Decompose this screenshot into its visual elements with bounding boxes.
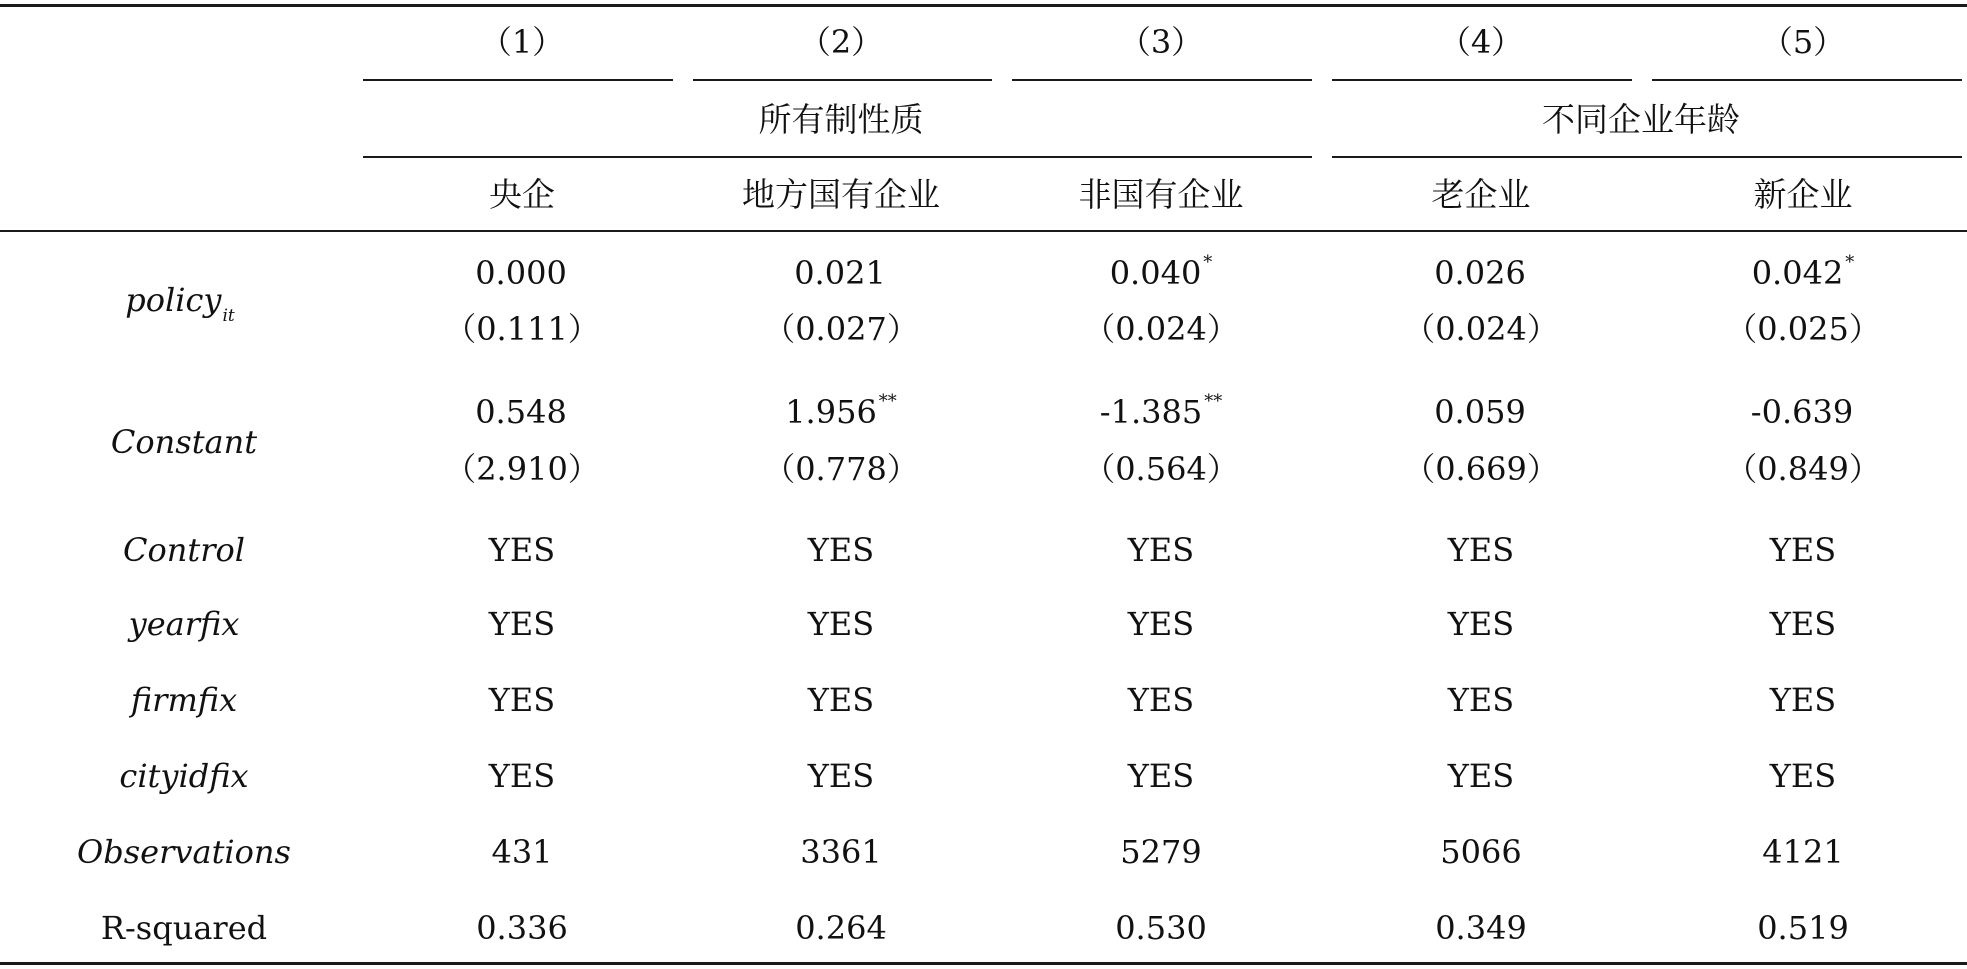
col-name-4: 老企业	[1431, 175, 1531, 214]
control-2: YES	[807, 531, 875, 569]
group2-rule	[1332, 156, 1962, 158]
group1-rule	[363, 156, 1312, 158]
col5-rule	[1652, 79, 1962, 81]
se-policy-2: （0.027）	[763, 310, 919, 348]
r-squared-2: 0.264	[795, 909, 887, 947]
col4-rule	[1332, 79, 1632, 81]
row-label-r-squared: R-squared	[100, 909, 268, 947]
firmfix-3: YES	[1127, 681, 1195, 719]
row-label-cityidfix: cityidfix	[119, 757, 249, 795]
group-ownership: 所有制性质	[758, 100, 924, 139]
row-label-observations: Observations	[77, 833, 291, 871]
group-firm-age: 不同企业年龄	[1542, 100, 1740, 139]
control-5: YES	[1769, 531, 1837, 569]
control-4: YES	[1447, 531, 1515, 569]
coef-constant-1: 0.548	[475, 393, 567, 431]
r-squared-5: 0.519	[1757, 909, 1849, 947]
cityidfix-1: YES	[488, 757, 556, 795]
coef-constant-5: -0.639	[1750, 393, 1854, 431]
yearfix-1: YES	[488, 605, 556, 643]
col-name-2: 地方国有企业	[742, 175, 940, 214]
observations-4: 5066	[1440, 833, 1522, 871]
col2-rule	[693, 79, 992, 81]
se-policy-4: （0.024）	[1403, 310, 1559, 348]
se-constant-5: （0.849）	[1725, 450, 1881, 488]
col1-rule	[363, 79, 673, 81]
observations-5: 4121	[1762, 833, 1844, 871]
col3-rule	[1012, 79, 1312, 81]
control-3: YES	[1127, 531, 1195, 569]
col-name-1: 央企	[489, 175, 555, 214]
col-name-3: 非国有企业	[1078, 175, 1244, 214]
observations-2: 3361	[800, 833, 882, 871]
coef-policy-1: 0.000	[475, 254, 567, 292]
r-squared-4: 0.349	[1435, 909, 1527, 947]
se-constant-1: （2.910）	[444, 450, 600, 488]
se-constant-3: （0.564）	[1083, 450, 1239, 488]
se-constant-2: （0.778）	[763, 450, 919, 488]
coef-constant-4: 0.059	[1434, 393, 1526, 431]
cityidfix-3: YES	[1127, 757, 1195, 795]
col-number-2: （2）	[798, 23, 884, 61]
se-constant-4: （0.669）	[1403, 450, 1559, 488]
se-policy-1: （0.111）	[444, 310, 600, 348]
observations-1: 431	[491, 833, 553, 871]
r-squared-1: 0.336	[476, 909, 568, 947]
row-label-yearfix: yearfix	[128, 605, 240, 643]
observations-3: 5279	[1120, 833, 1202, 871]
coef-policy-5: 0.042 *	[1751, 252, 1855, 292]
coef-constant-2: 1.956 **	[785, 391, 897, 431]
firmfix-1: YES	[488, 681, 556, 719]
control-1: YES	[488, 531, 556, 569]
coef-policy-2: 0.021	[794, 254, 886, 292]
header-rule	[0, 230, 1967, 232]
coef-constant-3: -1.385 **	[1099, 391, 1223, 431]
yearfix-4: YES	[1447, 605, 1515, 643]
top-rule	[0, 4, 1967, 7]
cityidfix-2: YES	[807, 757, 875, 795]
firmfix-4: YES	[1447, 681, 1515, 719]
r-squared-3: 0.530	[1115, 909, 1207, 947]
coef-policy-4: 0.026	[1434, 254, 1526, 292]
yearfix-3: YES	[1127, 605, 1195, 643]
row-label-firmfix: firmfix	[130, 681, 238, 719]
cityidfix-5: YES	[1769, 757, 1837, 795]
col-number-1: （1）	[479, 23, 565, 61]
se-policy-3: （0.024）	[1083, 310, 1239, 348]
yearfix-5: YES	[1769, 605, 1837, 643]
bottom-rule	[0, 962, 1967, 965]
col-number-5: （5）	[1760, 23, 1846, 61]
col-name-5: 新企业	[1753, 175, 1853, 214]
coef-policy-3: 0.040 *	[1109, 252, 1213, 292]
firmfix-2: YES	[807, 681, 875, 719]
col-number-4: （4）	[1438, 23, 1524, 61]
col-number-3: （3）	[1118, 23, 1204, 61]
cityidfix-4: YES	[1447, 757, 1515, 795]
firmfix-5: YES	[1769, 681, 1837, 719]
row-label-control: Control	[122, 531, 246, 569]
se-policy-5: （0.025）	[1725, 310, 1881, 348]
yearfix-2: YES	[807, 605, 875, 643]
row-label-policy: policy$_{it}$	[125, 281, 235, 326]
row-label-constant: Constant	[110, 423, 258, 461]
